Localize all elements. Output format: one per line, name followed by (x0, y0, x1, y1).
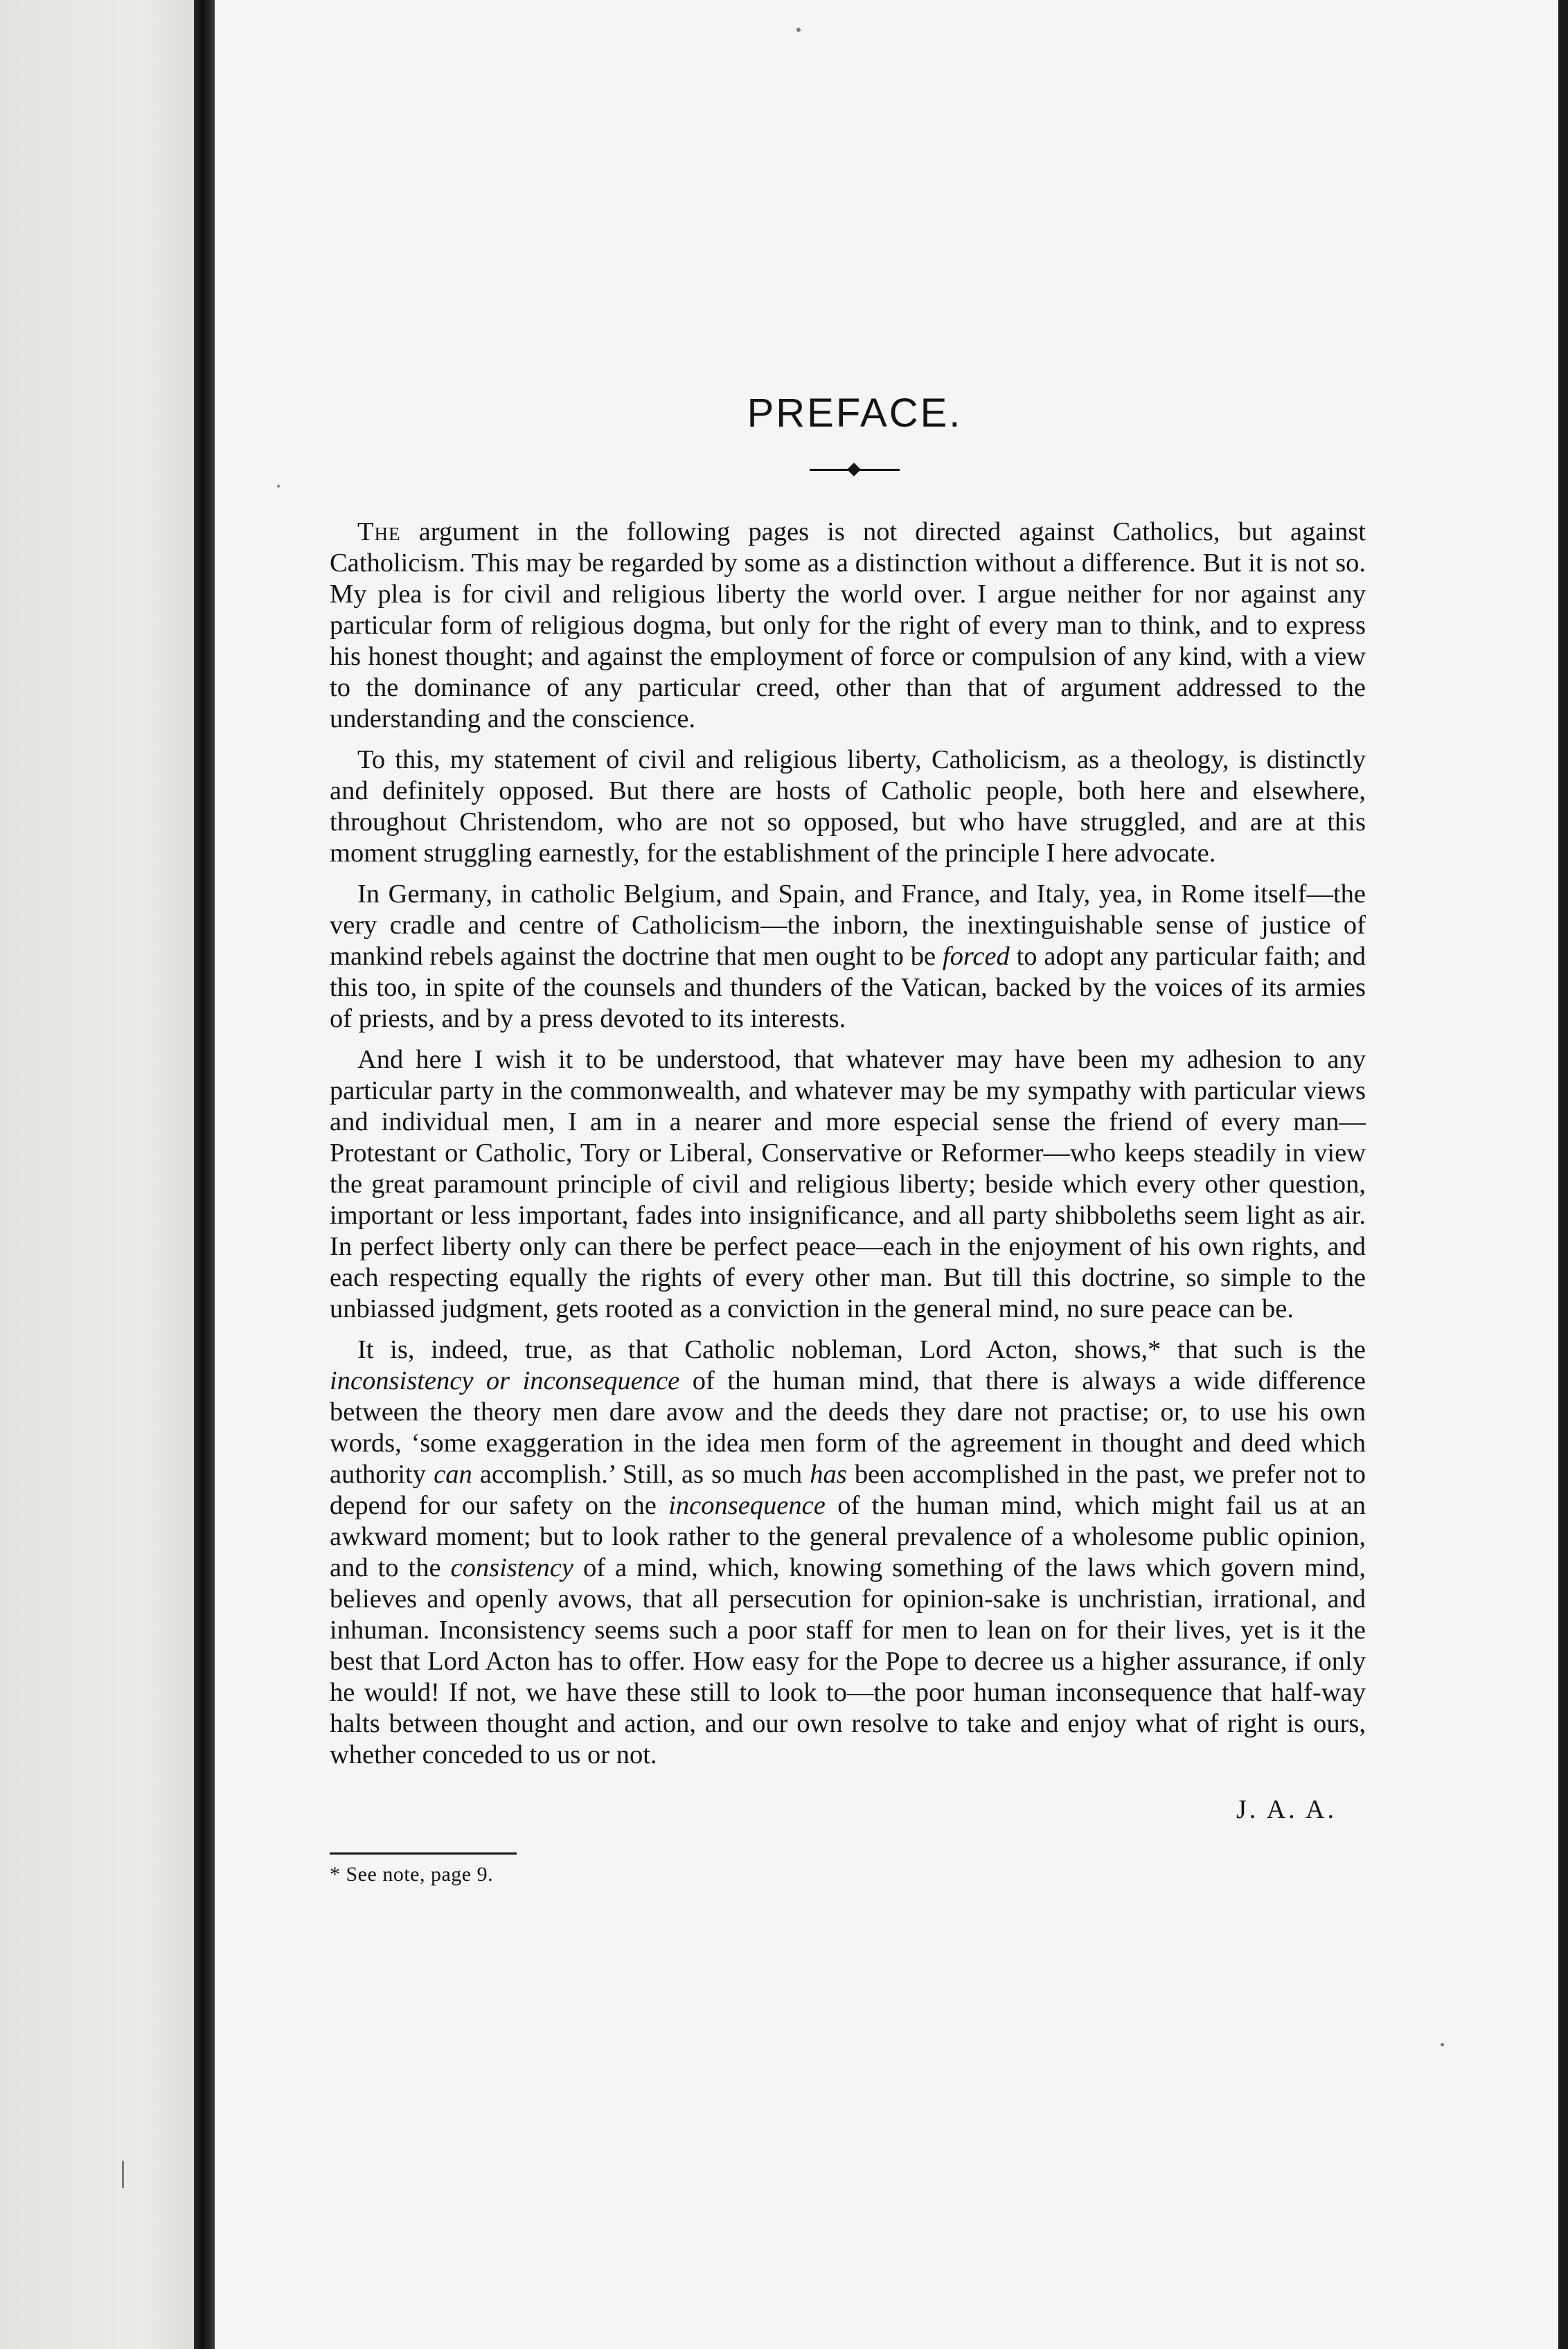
right-edge (1558, 0, 1568, 2349)
paragraph-text: of the human mind, which might fail us at an awkward moment; but to look rather to the general prevalence of a wholesome public opinion, and to the (330, 1491, 1366, 1582)
left-margin (0, 0, 202, 2349)
paragraph-5 (330, 1334, 1366, 1771)
paragraph-text: of the human mind, that there is always a wide difference between the theory men dare avow and the deeds they dare not practise; or, to use his own words, ‘some exaggeration in the idea men form of the agreement in thought and deed which authority (330, 1366, 1366, 1489)
footnote-divider (330, 1852, 517, 1855)
scan-speck (796, 28, 801, 32)
emphasis-text: consistency (450, 1553, 573, 1582)
paragraph-text: to adopt any particular faith; and this too, in spite of the counsels and thunders of the Vatican, backed by the voices of its armies of priests, and by a press devoted to its interests. (330, 942, 1366, 1033)
body-text (330, 517, 1366, 1771)
emphasis-text: inconsistency or inconsequence (330, 1366, 680, 1395)
binding-edge (194, 0, 215, 2349)
scan-speck (122, 2161, 124, 2188)
paragraph-1 (330, 517, 1366, 735)
emphasis-text: can (434, 1460, 472, 1489)
paragraph-4: And here I wish it to be understood, that whatever may have been my adhesion to any particular party in the commonwealth, and whatever may be my sympathy with particular views and individual men, I am in a nearer and more especial sense the friend of every man—Protestant or Catholic, Tory or Liberal, Conservative or Reformer—who keeps steadily in view the great paramount principle of civil and religious liberty; beside which every other question, important or less important, fades into insignificance, and all party shibboleths seem light as air. In perfect liberty only can there be perfect peace—each in the enjoyment of his own rights, and each respecting equally the rights of every other man. But till this doctrine, so simple to the unbiassed judgment, gets rooted as a conviction in the general mind, no sure peace can be. (330, 1045, 1366, 1323)
emphasis-text: inconsequence (668, 1491, 826, 1520)
title-ornament (810, 461, 900, 478)
paragraph-lead-word: The (357, 517, 401, 546)
page-title: PREFACE. (747, 391, 963, 436)
paragraph-text: of a mind, which, knowing something of the laws which govern mind, believes and openly avows, that all persecution for opinion-sake is unchristian, irrational, and inhuman. Inconsistency seems such a poor staff for men to lean on for their lives, yet is it the best that Lord Acton has to offer. How easy for the Pope to decree us a higher assurance, if only he would! If not, we have these still to look to—the poor human inconsequence that half-way halts between thought and action, and our own resolve to take and enjoy what of right is ours, whether conceded to us or not. (330, 1553, 1366, 1769)
paragraph-text: been accomplished in the past, we prefer not to depend for our safety on the (330, 1460, 1366, 1520)
paragraph-text: It is, indeed, true, as that Catholic nobleman, Lord Acton, shows,* that such is the (357, 1335, 1366, 1364)
scan-speck (277, 485, 280, 488)
footnote: * See note, page 9. (330, 1863, 494, 1886)
paragraph-2: To this, my statement of civil and religious liberty, Catholicism, as a theology, is distinctly and definitely opposed. But there are hosts of Catholic people, both here and elsewhere, throughout Christendom, who are not so opposed, but who have struggled, and are at this moment struggling earnestly, for the establishment of the principle I here advocate. (330, 745, 1366, 868)
scan-speck (1441, 2043, 1444, 2046)
emphasis-text: forced (942, 942, 1010, 971)
paragraph-text: In Germany, in catholic Belgium, and Spain, and France, and Italy, yea, in Rome itself—the very cradle and centre of Catholicism—the inborn, the inextinguishable sense of justice of mankind rebels against the doctrine that men ought to be (330, 879, 1366, 971)
paragraph-text: accomplish.’ Still, as so much (472, 1460, 810, 1489)
paragraph-text: argument in the following pages is not directed against Catholics, but against Catholicism. This may be regarded by some as a distinction without a difference. But it is not so. My plea is for civil and religious liberty the world over. I argue neither for nor against any particular form of religious dogma, but only for the right of every man to think, and to express his honest thought; and against the employment of force or compulsion of any kind, with a view to the dominance of any particular creed, other than that of argument addressed to the understanding and the conscience. (330, 517, 1366, 733)
author-signature: J. A. A. (1236, 1795, 1337, 1824)
emphasis-text: has (810, 1460, 847, 1489)
paragraph-3 (330, 879, 1366, 1035)
text-column (330, 360, 1366, 1886)
